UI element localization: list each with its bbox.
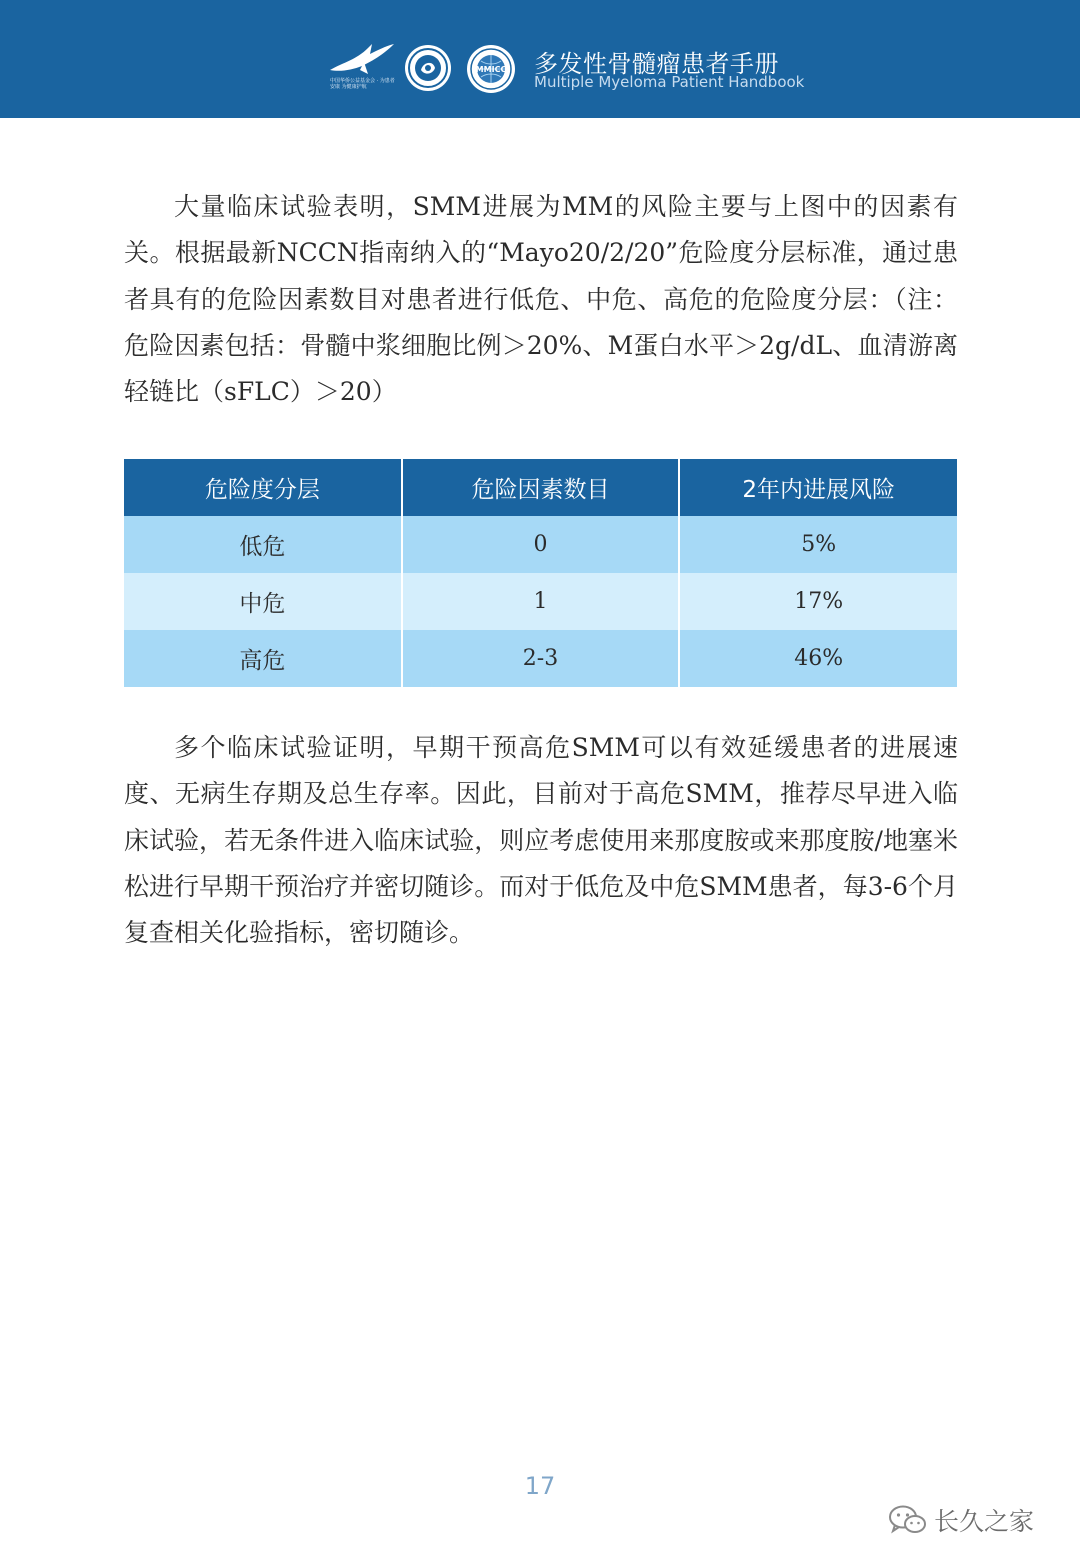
wechat-watermark [888, 1502, 1034, 1538]
header-band [0, 0, 1080, 118]
header-two-year-risk: 2年内进展风险 [679, 459, 957, 516]
table-row [124, 516, 957, 573]
header-risk-level: 危险度分层 [124, 459, 402, 516]
round-seal-logo-icon [404, 44, 452, 92]
cell-two-year-risk: 5% [679, 516, 957, 573]
cell-risk-factor-count: 1 [402, 573, 680, 630]
cell-risk-factor-count: 0 [402, 516, 680, 573]
page-number: 17 [524, 1472, 556, 1500]
intro-paragraph: 大量临床试验表明，SMM进展为MM的风险主要与上图中的因素有关。根据最新NCCN指南纳入的“Mayo20/2/20”危险度分层标准，通过患者具有的危险因素数目对患者进行低危、中危、高危的危险度分层：（注：危险因素包括：骨髓中浆细胞比例＞20%、M蛋白水平＞2g/dL、血清游离轻链比（sFLC）＞20） [124, 192, 958, 407]
cell-risk-level: 低危 [124, 516, 402, 573]
watermark-text: 长久之家 [934, 1507, 1035, 1536]
cell-two-year-risk: 46% [679, 630, 957, 687]
risk-stratification-table [124, 459, 957, 687]
handbook-subtitle: Multiple Myeloma Patient Handbook [534, 73, 805, 91]
handbook-title: 多发性骨髓瘤患者手册 [534, 50, 779, 78]
table-row [124, 573, 957, 630]
header-risk-factor-count: 危险因素数目 [402, 459, 680, 516]
wechat-icon [888, 1504, 928, 1536]
mmicc-logo-label: MMICC [475, 65, 507, 74]
cell-risk-level: 高危 [124, 630, 402, 687]
cell-risk-factor-count: 2-3 [402, 630, 680, 687]
cell-risk-level: 中危 [124, 573, 402, 630]
table-header-row [124, 459, 957, 516]
table-row [124, 630, 957, 687]
treatment-paragraph: 多个临床试验证明，早期干预高危SMM可以有效延缓患者的进展速度、无病生存期及总生存率。因此，目前对于高危SMM，推荐尽早进入临床试验，若无条件进入临床试验，则应考虑使用来那度胺或来那度胺/地塞米松进行早期干预治疗并密切随诊。而对于低危及中危SMM患者，每3-6个月复查相关化验指标，密切随诊。 [124, 733, 958, 948]
bird-logo-caption: 中国华侨公益基金会 · 为患者安康 为健康护航 [330, 78, 395, 90]
cell-two-year-risk: 17% [679, 573, 957, 630]
mmicc-globe-logo-icon [466, 44, 516, 94]
